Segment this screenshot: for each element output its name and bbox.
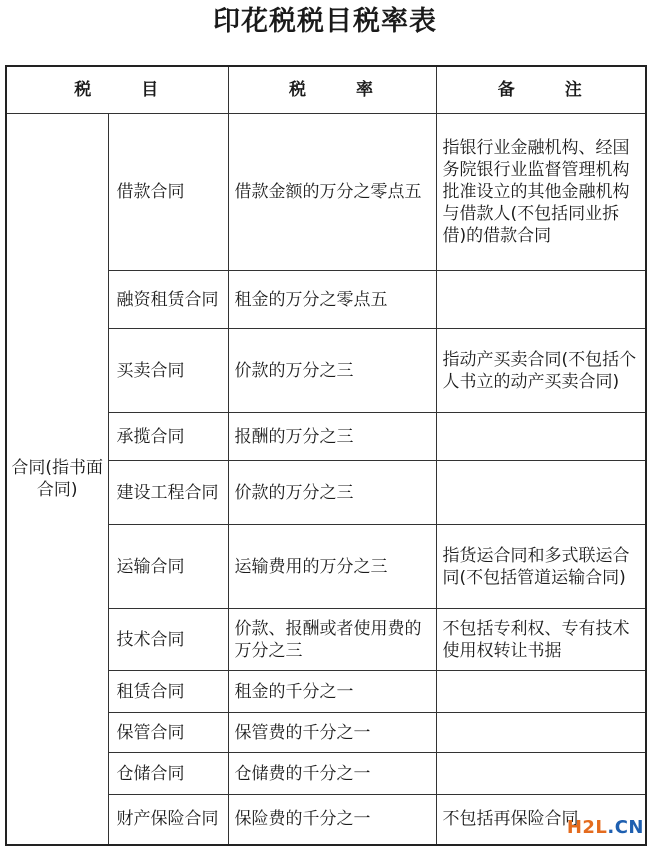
rate-cell: 价款的万分之三 <box>228 329 436 413</box>
item-cell: 租赁合同 <box>108 671 228 713</box>
header-rate: 税 率 <box>228 66 436 114</box>
item-cell: 仓储合同 <box>108 753 228 795</box>
header-item: 税 目 <box>6 66 228 114</box>
item-cell: 买卖合同 <box>108 329 228 413</box>
note-cell: 指银行业金融机构、经国务院银行业监督管理机构批准设立的其他金融机构与借款人(不包括同业拆借)的借款合同 <box>436 114 646 271</box>
item-cell: 建设工程合同 <box>108 461 228 525</box>
watermark-part1: H2L <box>566 817 608 838</box>
rate-cell: 租金的千分之一 <box>228 671 436 713</box>
rate-cell: 价款的万分之三 <box>228 461 436 525</box>
item-cell: 保管合同 <box>108 713 228 753</box>
rate-cell: 报酬的万分之三 <box>228 413 436 461</box>
item-cell: 借款合同 <box>108 114 228 271</box>
note-cell <box>436 671 646 713</box>
rate-cell: 保管费的千分之一 <box>228 713 436 753</box>
item-cell: 融资租赁合同 <box>108 271 228 329</box>
rate-cell: 价款、报酬或者使用费的万分之三 <box>228 609 436 671</box>
item-cell: 运输合同 <box>108 525 228 609</box>
watermark-part2: .CN <box>607 817 644 838</box>
table-row <box>6 114 646 271</box>
tax-rate-table <box>5 65 647 846</box>
rate-cell: 租金的万分之零点五 <box>228 271 436 329</box>
note-cell: 不包括专利权、专有技术使用权转让书据 <box>436 609 646 671</box>
note-cell <box>436 713 646 753</box>
note-cell: 不包括再保险合同 <box>436 795 646 845</box>
page-title: 印花税税目税率表 <box>213 6 437 37</box>
item-cell: 技术合同 <box>108 609 228 671</box>
item-cell: 财产保险合同 <box>108 795 228 845</box>
note-cell <box>436 413 646 461</box>
note-cell <box>436 271 646 329</box>
rate-cell: 保险费的千分之一 <box>228 795 436 845</box>
category-cell: 合同(指书面合同) <box>6 114 108 845</box>
note-cell: 指货运合同和多式联运合同(不包括管道运输合同) <box>436 525 646 609</box>
rate-cell: 借款金额的万分之零点五 <box>228 114 436 271</box>
site-watermark-logo <box>567 817 644 838</box>
table-header-row <box>6 66 646 114</box>
rate-cell: 仓储费的千分之一 <box>228 753 436 795</box>
note-cell: 指动产买卖合同(不包括个人书立的动产买卖合同) <box>436 329 646 413</box>
header-note: 备 注 <box>436 66 646 114</box>
note-cell <box>436 753 646 795</box>
item-cell: 承揽合同 <box>108 413 228 461</box>
note-cell <box>436 461 646 525</box>
rate-cell: 运输费用的万分之三 <box>228 525 436 609</box>
